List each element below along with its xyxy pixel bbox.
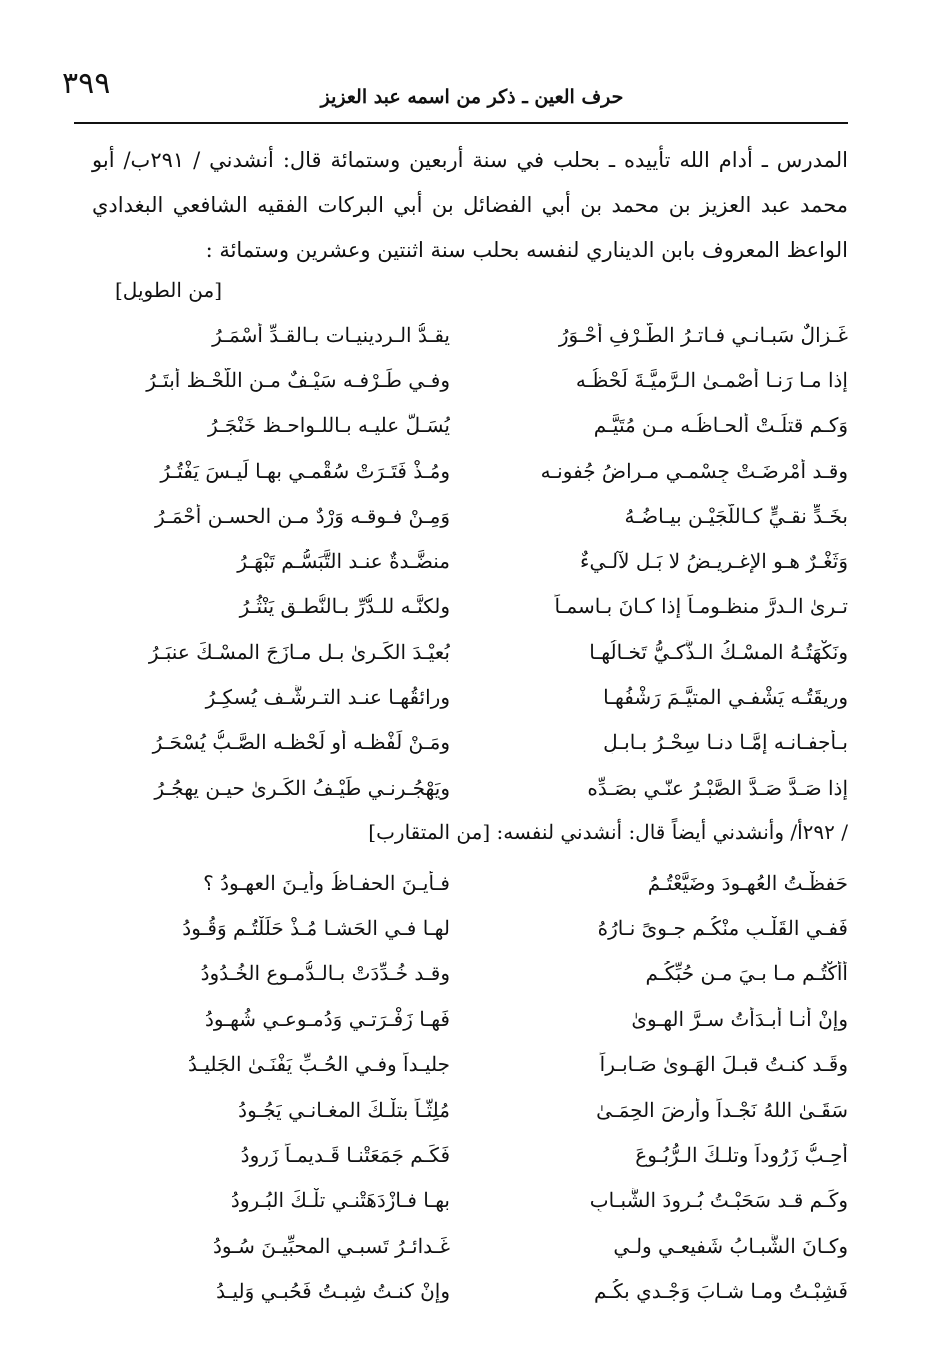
verse-line [90,1178,848,1223]
verse-first-hemistich: وكـانَ الشَّبـابُ شَفيعـي ولـي [613,1233,848,1258]
verse-second-hemistich: لهـا فـي الحَشـا مُـذْ حَلَلْتُـم وَقُـودُ [182,916,450,941]
verse-second-hemistich: ورائقُهـا عنـد التـرشُّـف يُسكِـرُ [205,685,450,710]
verse-line [90,403,848,448]
verse-first-hemistich: وإنْ أنـا أبـدَأْتُ سـرَّ الهـوىٰ [631,1006,848,1031]
verse-line [90,584,848,629]
verse-second-hemistich: مُلِثّـاً بتلْـكَ المغـانـي يَجُـودُ [238,1097,450,1122]
verse-first-hemistich: سَقَـىٰ اللهُ نَجْـداً وأرضَ الحِمَـىٰ [596,1097,848,1122]
verse-second-hemistich: جليـداً وفـي الحُـبِّ يَفْنَـىٰ الجَليـدُ [188,1052,450,1077]
verse-second-hemistich: بُعيْـدَ الكَـرىٰ بـل مـازَجَ المسْـكَ عنبَـرُ [148,639,450,664]
page-number: ٣٩٩ [62,66,111,101]
verse-first-hemistich: وكَـم قـد سَحَبْـتُ بُـرودَ الشَّبـابِ [589,1188,848,1213]
poem2-intro: / ٢٩٢أ/ وأنشدني أيضاً قال: أنشدني لنفسه: [من المتقارب] [368,820,848,844]
verse-second-hemistich: غَـدائـرُ تَسبـي المحبِّيـنَ سُـودُ [212,1233,450,1258]
verse-second-hemistich: فَكَـم جَمَعَتْنـا قَـديمـاً زَرودُ [240,1143,450,1168]
verse-second-hemistich: وإنْ كنـتُ شِبـتُ فَحُبـي وَليـدُ [216,1279,450,1304]
verse-first-hemistich: إذا مـا رَنـا أصْمـىٰ الـرَّميَّـةَ لَحْظُـه [575,367,848,392]
verse-first-hemistich: بخَـدٍّ نقـيٍّ كـاللُّجَيْـنِ بيـاضُـهُ [624,503,848,528]
verse-first-hemistich: وريقَتُـه يَشْفـي المتيَّـمَ رَشْفُهـا [603,685,848,710]
verse-first-hemistich: فَشِبْـتُ ومـا شـابَ وَجْـدي بكُـم [593,1279,848,1304]
verse-first-hemistich: وقَـد كنـتُ قبـلَ الهَـوىٰ صَـابـراً [599,1052,848,1077]
verse-second-hemistich: يقـدُّ الـردينيـات بـالقـدِّ أسْمَـرُ [212,322,450,347]
verse-second-hemistich: وفـي طَـرْفـه سَيْـفٌ مـن اللَّحْـظ أبتَـرُ [146,367,450,392]
verse-first-hemistich: أأكْتُـم مـا بـيَ مـن حُبِّكُـم [645,961,848,986]
verse-line [90,860,848,905]
verse-second-hemistich: ومَـنْ لَفْظـه أو لَحْظـه الصَّـبُّ يُسْحَـرُ [152,730,450,755]
poem1 [90,312,848,810]
verse-line [90,1042,848,1087]
verse-first-hemistich: وقـد أمْرضَـتْ جِسْمـي مـراضُ جُفونـه [540,458,848,483]
verse-first-hemistich: ونَكْهَتُـهُ المسْـكُ الـذَّكـيُّ تَخـالُهـا [589,639,848,664]
verse-line [90,720,848,765]
verse-line [90,1269,848,1314]
prose-line: محمد عبد العزيز بن محمد بن أبي الفضائل بن أبي البركات الفقيه الشافعي البغدادي [92,193,848,217]
verse-first-hemistich: أُحِـبُّ زَرُوداً وتلـكَ الـرُّبُـوعَ [635,1143,848,1168]
verse-second-hemistich: بهـا فـازْدَهَتْنـي تلْـكَ البُـرودُ [230,1188,450,1213]
verse-second-hemistich: ولكنَّـه للـدُّرِّ بـالنُّطـقِ يَنْثُـرُ [239,594,450,619]
verse-line [90,765,848,810]
verse-first-hemistich: بـأجفـانـه إمَّـا دنـا سِحْـرُ بـابـلٍ [603,730,848,755]
poem1-meter: [من الطويل] [115,278,223,302]
verse-line [90,493,848,538]
verse-first-hemistich: حَفظْـتُ العُهـودَ وضَيَّعْتُـمُ [647,870,848,895]
verse-second-hemistich: فـأيـنَ الحفـاظُ وأيـنَ العهـودُ ؟ [203,870,450,895]
verse-line [90,1223,848,1268]
poem2 [90,860,848,1314]
prose-line: الواعظ المعروف بابن الديناري لنفسه بحلب سنة اثنتين وعشرين وستمائة : [205,238,848,262]
prose-paragraph [92,138,848,273]
running-head: حرف العين ـ ذكر من اسمه عبد العزيز [320,86,624,108]
verse-second-hemistich: فَهـا زَفْـرَتـي وَدُمـوعـي شُهـودُ [204,1006,450,1031]
header-rule [74,122,848,124]
verse-line [90,905,848,950]
verse-line [90,951,848,996]
prose-line: المدرس ـ أدام الله تأييده ـ بحلب في سنة أربعين وستمائة قال: أنشدني / ٢٩١ب/ أبو [92,148,848,172]
verse-line [90,674,848,719]
verse-line [90,1132,848,1177]
verse-second-hemistich: يُسَـلُّ عليـه بـاللـواحـظ خَنْجَـرُ [207,413,450,438]
verse-second-hemistich: ومُـذْ فَتَـرَتْ سُقْمـي بهـا لَيـسَ يَفْتُـرُ [160,458,450,483]
verse-second-hemistich: وَمِـنْ فـوقـه وَرْدٌ مـن الحسـن أحْمَـرُ [154,503,450,528]
verse-first-hemistich: تـرىٰ الـدرَّ منظـومـاً إذا كـانَ بـاسمـاً [554,594,848,619]
verse-first-hemistich: وَكـم قتلَـتْ ألحـاظُـه مـن مُتَيَّـمٍ [593,413,848,438]
verse-line [90,629,848,674]
verse-line [90,538,848,583]
verse-second-hemistich: وقـد خُـدِّدَتْ بـالـدُّمـوع الخُـدُودُ [200,961,450,986]
verse-line [90,312,848,357]
verse-line [90,996,848,1041]
verse-second-hemistich: ويَهْجُـرنـي طَيْـفُ الكَـرىٰ حيـن يهجُـرُ [154,775,450,800]
verse-line [90,448,848,493]
verse-line [90,1087,848,1132]
verse-first-hemistich: إذا صَـدَّ صَـدَّ الصَّبْـرُ عنّـي بصَـدِّه [587,775,848,800]
verse-first-hemistich: فَفـي القَلْـبِ منْكُـم جـوىً نـارُهُ [597,916,848,941]
verse-second-hemistich: منضَّـدةٌ عنـد التَّبَسُّـم تَبْهَـرُ [237,549,450,574]
verse-line [90,357,848,402]
verse-first-hemistich: غَـزالٌ سَبـانـي فـاتـرُ الطَّـرْفِ أحْـوَرُ [558,322,848,347]
verse-first-hemistich: وَثَغْـرٌ هـو الإغـريـضُ لا بَـل لآلـيءٌ [580,549,848,574]
